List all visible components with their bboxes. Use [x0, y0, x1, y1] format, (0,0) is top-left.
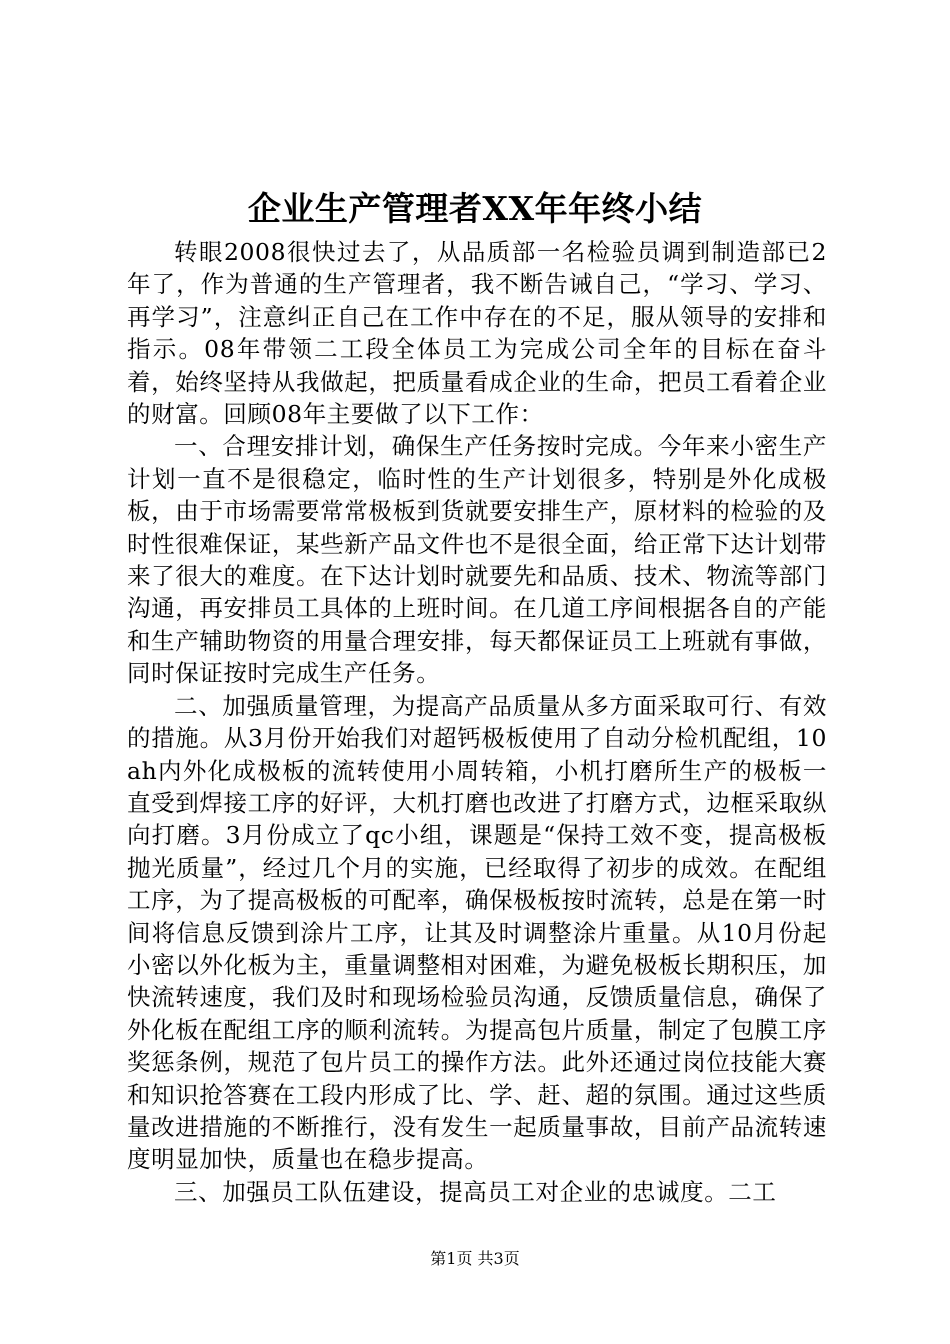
page-footer: 第1页 共3页	[430, 1249, 520, 1268]
document-body	[127, 236, 827, 1208]
paragraph-section-3: 三、加强员工队伍建设，提高员工对企业的忠诚度。二工	[174, 1177, 777, 1206]
document-title: 企业生产管理者XX年年终小结	[247, 189, 703, 228]
paragraph-intro: 转眼2008很快过去了，从品质部一名检验员调到制造部已2年了，作为普通的生产管理者，我不断告诫自己，“学习、学习、再学习”，注意纠正自己在工作中存在的不足，服从领导的安排和指示。08年带领二工段全体员工为完成公司全年的目标在奋斗着，始终坚持从我做起，把质量看成企业的生命，把员工看着企业的财富。回顾08年主要做了以下工作：	[127, 238, 827, 429]
paragraph-section-1: 一、合理安排计划，确保生产任务按时完成。今年来小密生产计划一直不是很稳定，临时性的生产计划很多，特别是外化成极板，由于市场需要常常极板到货就要安排生产，原材料的检验的及时性很难保证，某些新产品文件也不是很全面，给正常下达计划带来了很大的难度。在下达计划时就要先和品质、技术、物流等部门沟通，再安排员工具体的上班时间。在几道工序间根据各自的产能和生产辅助物资的用量合理安排，每天都保证员工上班就有事做，同时保证按时完成生产任务。	[127, 432, 827, 688]
paragraph-section-2: 二、加强质量管理，为提高产品质量从多方面采取可行、有效的措施。从3月份开始我们对超钙极板使用了自动分检机配组，10ah内外化成极板的流转使用小周转箱，小机打磨所生产的极板一直受到焊接工序的好评，大机打磨也改进了打磨方式，边框采取纵向打磨。3月份成立了qc小组，课题是“保持工效不变，提高极板抛光质量”，经过几个月的实施，已经取得了初步的成效。在配组工序，为了提高极板的可配率，确保极板按时流转，总是在第一时间将信息反馈到涂片工序，让其及时调整涂片重量。从10月份起小密以外化板为主，重量调整相对困难，为避免极板长期积压，加快流转速度，我们及时和现场检验员沟通，反馈质量信息，确保了外化板在配组工序的顺利流转。为提高包片质量，制定了包膜工序奖惩条例，规范了包片员工的操作方法。此外还通过岗位技能大赛和知识抢答赛在工段内形成了比、学、赶、超的氛围。通过这些质量改进措施的不断推行，没有发生一起质量事故，目前产品流转速度明显加快，质量也在稳步提高。	[127, 691, 827, 1174]
